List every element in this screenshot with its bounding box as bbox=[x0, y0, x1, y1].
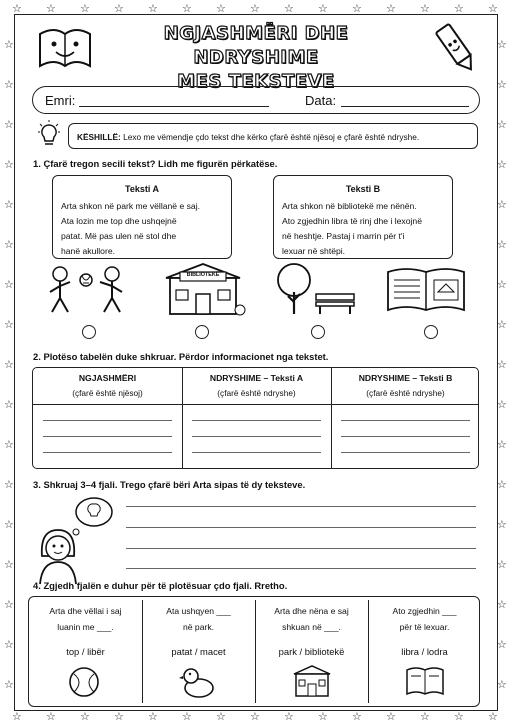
star-decoration: ☆ bbox=[4, 279, 14, 291]
star-decoration: ☆ bbox=[148, 3, 158, 15]
star-decoration: ☆ bbox=[80, 711, 90, 723]
star-decoration: ☆ bbox=[4, 319, 14, 331]
text-b-line: Arta shkon në bibliotekë me nënën. bbox=[282, 201, 417, 211]
star-decoration: ☆ bbox=[497, 479, 507, 491]
choice-divider bbox=[142, 600, 143, 703]
star-decoration: ☆ bbox=[216, 3, 226, 15]
table-writing-line[interactable] bbox=[43, 436, 172, 437]
text-a-line: patat. Më pas ulen në stol dhe bbox=[61, 231, 177, 241]
pencil-icon bbox=[434, 20, 478, 76]
tip-label: KËSHILLË: bbox=[77, 132, 121, 142]
answer-circle-2[interactable] bbox=[195, 325, 209, 339]
answer-circle-1[interactable] bbox=[82, 325, 96, 339]
text-b-line: në heshtje. Pastaj i marrin për t'i bbox=[282, 231, 405, 241]
choice-card bbox=[371, 600, 478, 703]
question-3-text: Shkruaj 3–4 fjali. Trego çfarë bëri Arta sipas të dy teksteve. bbox=[43, 479, 306, 490]
tip-box bbox=[68, 123, 478, 149]
star-decoration: ☆ bbox=[497, 239, 507, 251]
star-decoration: ☆ bbox=[497, 639, 507, 651]
table-writing-line[interactable] bbox=[341, 420, 470, 421]
star-decoration: ☆ bbox=[182, 3, 192, 15]
thinking-girl-icon bbox=[36, 494, 126, 586]
name-date-box bbox=[32, 86, 480, 114]
star-decoration: ☆ bbox=[46, 3, 56, 15]
tree-and-bench-icon bbox=[272, 262, 362, 318]
star-decoration: ☆ bbox=[352, 711, 362, 723]
star-decoration: ☆ bbox=[250, 3, 260, 15]
table-writing-line[interactable] bbox=[341, 436, 470, 437]
star-decoration: ☆ bbox=[497, 159, 507, 171]
star-decoration: ☆ bbox=[497, 279, 507, 291]
star-decoration: ☆ bbox=[420, 3, 430, 15]
star-decoration: ☆ bbox=[420, 711, 430, 723]
star-decoration: ☆ bbox=[497, 199, 507, 211]
library-sign: BIBLIOTEKË bbox=[186, 272, 220, 278]
table-column bbox=[182, 368, 331, 468]
title-line-2: MES TEKSTEVE bbox=[177, 71, 335, 92]
lightbulb-icon bbox=[36, 120, 62, 150]
question-2-number: 2. bbox=[33, 351, 41, 362]
choice-options[interactable]: park / bibliotekë bbox=[278, 646, 345, 657]
star-decoration: ☆ bbox=[284, 711, 294, 723]
question-2 bbox=[33, 351, 328, 362]
choice-divider bbox=[368, 600, 369, 703]
star-decoration: ☆ bbox=[4, 119, 14, 131]
star-decoration: ☆ bbox=[497, 519, 507, 531]
star-decoration: ☆ bbox=[497, 439, 507, 451]
table-divider bbox=[331, 368, 332, 468]
name-field[interactable] bbox=[79, 106, 269, 107]
table-writing-line[interactable] bbox=[192, 436, 321, 437]
text-a-line: hanë akullore. bbox=[61, 246, 115, 256]
table-subheader: (çfarë është ndryshe) bbox=[217, 388, 296, 398]
question-1 bbox=[33, 158, 277, 169]
open-book-icon bbox=[384, 264, 468, 316]
star-decoration: ☆ bbox=[4, 39, 14, 51]
star-decoration: ☆ bbox=[497, 119, 507, 131]
text-a-line: Ata lozin me top dhe ushqejnë bbox=[61, 216, 177, 226]
star-decoration: ☆ bbox=[497, 599, 507, 611]
choice-card bbox=[145, 600, 252, 703]
choice-options[interactable]: patat / macet bbox=[171, 646, 226, 657]
star-decoration: ☆ bbox=[216, 711, 226, 723]
star-decoration: ☆ bbox=[497, 399, 507, 411]
text-b-box bbox=[273, 175, 453, 259]
text-a-box bbox=[52, 175, 232, 259]
answer-writing-line[interactable] bbox=[126, 548, 476, 549]
date-label: Data: bbox=[305, 93, 337, 108]
star-decoration: ☆ bbox=[4, 79, 14, 91]
answer-circle-4[interactable] bbox=[424, 325, 438, 339]
question-3-number: 3. bbox=[33, 479, 41, 490]
star-decoration: ☆ bbox=[4, 159, 14, 171]
star-decoration: ☆ bbox=[497, 39, 507, 51]
star-decoration: ☆ bbox=[4, 359, 14, 371]
table-writing-line[interactable] bbox=[192, 452, 321, 453]
smiling-book-icon bbox=[36, 24, 94, 72]
choice-options[interactable]: libra / lodra bbox=[401, 646, 448, 657]
question-1-text: Çfarë tregon secili tekst? Lidh me figurën përkatëse. bbox=[43, 158, 278, 169]
star-decoration: ☆ bbox=[352, 3, 362, 15]
choice-sentence-line: Arta dhe vëllai i saj bbox=[49, 606, 122, 616]
star-decoration: ☆ bbox=[454, 3, 464, 15]
book-icon bbox=[405, 664, 445, 700]
choice-sentence-line: luanin me ___. bbox=[57, 622, 114, 632]
table-header-divider bbox=[33, 404, 478, 405]
star-decoration: ☆ bbox=[318, 3, 328, 15]
table-writing-line[interactable] bbox=[192, 420, 321, 421]
table-writing-line[interactable] bbox=[43, 452, 172, 453]
star-decoration: ☆ bbox=[12, 3, 22, 15]
star-decoration: ☆ bbox=[148, 711, 158, 723]
question-4-number: 4. bbox=[33, 580, 41, 591]
table-subheader: (çfarë është njësoj) bbox=[72, 388, 143, 398]
star-decoration: ☆ bbox=[386, 711, 396, 723]
choice-sentence-line: Ata ushqyen ___ bbox=[166, 606, 231, 616]
star-decoration: ☆ bbox=[4, 599, 14, 611]
choice-card bbox=[258, 600, 365, 703]
header bbox=[20, 18, 492, 92]
star-decoration: ☆ bbox=[114, 3, 124, 15]
table-header: NGJASHMËRI bbox=[78, 373, 137, 383]
library-building-icon bbox=[160, 262, 246, 318]
star-decoration: ☆ bbox=[4, 439, 14, 451]
star-decoration: ☆ bbox=[497, 559, 507, 571]
answer-writing-line[interactable] bbox=[126, 506, 476, 507]
table-divider bbox=[182, 368, 183, 468]
text-b-line: lexuar në shtëpi. bbox=[282, 246, 346, 256]
choice-sentence-line: Arta dhe nëna e saj bbox=[274, 606, 349, 616]
star-decoration: ☆ bbox=[4, 239, 14, 251]
answer-writing-line[interactable] bbox=[126, 568, 476, 569]
star-decoration: ☆ bbox=[454, 711, 464, 723]
star-decoration: ☆ bbox=[4, 559, 14, 571]
table-header: NDRYSHIME – Teksti B bbox=[358, 373, 453, 383]
table-writing-line[interactable] bbox=[341, 452, 470, 453]
star-decoration: ☆ bbox=[4, 679, 14, 691]
tip-text: Lexo me vëmendje çdo tekst dhe kërko çfarë është njësoj e çfarë është ndryshe. bbox=[123, 132, 420, 142]
star-decoration: ☆ bbox=[488, 711, 498, 723]
star-decoration: ☆ bbox=[12, 711, 22, 723]
star-decoration: ☆ bbox=[497, 319, 507, 331]
table-column bbox=[33, 368, 182, 468]
choice-divider bbox=[255, 600, 256, 703]
ball-icon bbox=[66, 664, 106, 700]
question-4-text: Zgjedh fjalën e duhur për të plotësuar çdo fjali. Rretho. bbox=[43, 580, 288, 591]
star-decoration: ☆ bbox=[318, 711, 328, 723]
question-2-text: Plotëso tabelën duke shkruar. Përdor informacionet nga tekstet. bbox=[43, 351, 329, 362]
comparison-table bbox=[32, 367, 479, 469]
text-a-title: Teksti A bbox=[124, 184, 159, 194]
text-b-title: Teksti B bbox=[345, 184, 381, 194]
choice-sentence-line: Ato zgjedhin ___ bbox=[392, 606, 457, 616]
star-decoration: ☆ bbox=[114, 711, 124, 723]
answer-writing-line[interactable] bbox=[126, 527, 476, 528]
choice-sentence-line: shkuan në ___. bbox=[282, 622, 341, 632]
date-field[interactable] bbox=[341, 106, 469, 107]
choice-options[interactable]: top / libër bbox=[66, 646, 105, 657]
star-decoration: ☆ bbox=[4, 639, 14, 651]
star-decoration: ☆ bbox=[46, 711, 56, 723]
table-writing-line[interactable] bbox=[43, 420, 172, 421]
choice-sentence-line: në park. bbox=[182, 622, 215, 632]
star-decoration: ☆ bbox=[182, 711, 192, 723]
answer-circle-3[interactable] bbox=[311, 325, 325, 339]
question-3 bbox=[33, 479, 305, 490]
star-decoration: ☆ bbox=[386, 3, 396, 15]
choice-card bbox=[32, 600, 139, 703]
star-decoration: ☆ bbox=[284, 3, 294, 15]
name-label: Emri: bbox=[45, 93, 76, 108]
table-header: NDRYSHIME – Teksti A bbox=[209, 373, 304, 383]
text-b-line: Ato zgjedhin libra të rinj dhe i lexojnë bbox=[282, 216, 422, 226]
star-decoration: ☆ bbox=[4, 399, 14, 411]
page-title bbox=[106, 22, 406, 94]
question-4 bbox=[33, 580, 287, 591]
star-decoration: ☆ bbox=[80, 3, 90, 15]
star-decoration: ☆ bbox=[497, 359, 507, 371]
table-column bbox=[331, 368, 480, 468]
kids-playing-ball-icon bbox=[42, 262, 132, 318]
star-decoration: ☆ bbox=[497, 679, 507, 691]
title-line-1: NGJASHMËRI DHE NDRYSHIME bbox=[163, 23, 349, 68]
star-decoration: ☆ bbox=[4, 199, 14, 211]
star-decoration: ☆ bbox=[497, 79, 507, 91]
star-decoration: ☆ bbox=[488, 3, 498, 15]
text-a-line: Arta shkon në park me vëllanë e saj. bbox=[61, 201, 201, 211]
star-decoration: ☆ bbox=[4, 519, 14, 531]
library-icon bbox=[292, 664, 332, 700]
duck-icon bbox=[179, 664, 219, 700]
choice-sentence-line: për të lexuar. bbox=[399, 622, 450, 632]
star-decoration: ☆ bbox=[4, 479, 14, 491]
star-decoration: ☆ bbox=[250, 711, 260, 723]
table-subheader: (çfarë është ndryshe) bbox=[366, 388, 445, 398]
question-1-number: 1. bbox=[33, 158, 41, 169]
